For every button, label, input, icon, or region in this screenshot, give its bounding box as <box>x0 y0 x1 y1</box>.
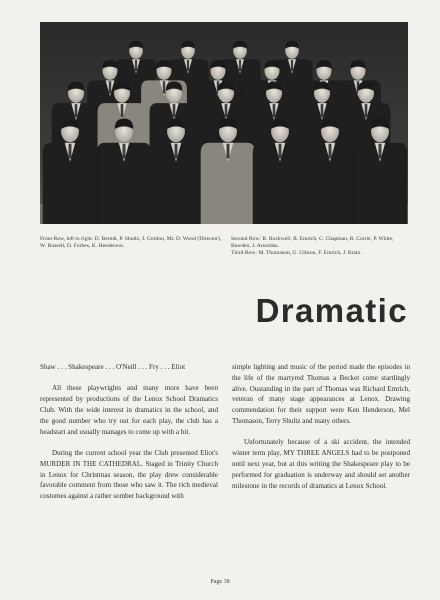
caption-third-row-text: Third Row: M. Thomason, G. Gibson, F. Emrich, J. Brain. <box>231 250 362 257</box>
person-tie <box>123 144 126 159</box>
person-tie <box>279 144 282 159</box>
person-tie <box>69 144 72 159</box>
person-tie <box>225 104 228 117</box>
body-column-left <box>40 362 218 513</box>
person-tie <box>187 60 189 71</box>
photo-caption-back-rows <box>231 236 411 258</box>
person-tie <box>329 144 332 159</box>
person-tie <box>379 144 382 159</box>
person-tie <box>75 104 78 117</box>
person-tie <box>227 144 230 159</box>
person-tie <box>273 104 276 117</box>
person-tie <box>291 60 293 71</box>
body-column-right <box>232 362 410 502</box>
body-paragraph: During the current school year the Club presented Eliot's MURDER IN THE CATHEDRAL. Staged in Trinity Church in Lenox for Christmas season, the play drew considerable favorable comment from those who saw it. The rich medieval costumes against a rather somber background with <box>40 448 218 501</box>
person-tie <box>109 81 111 93</box>
person-tie <box>173 104 176 117</box>
caption-front-row-text: Front Row, left to right: D. Berndt, P. Shultz, J. Gordon, Mr. D. Wood (Director), W. Russell, D. Forbes, K. Henderson. <box>40 236 222 250</box>
caption-second-row-text: Second Row: R. Rockwell, R. Emrich, C. Chapman, R. Currie, P. White, Bawden, J. Arnoldus. <box>231 236 394 250</box>
person-tie <box>121 104 124 117</box>
person-tie <box>365 104 368 117</box>
person-tie <box>135 60 137 71</box>
body-paragraph: Shaw . . . Shakespeare . . . O'Neill . . . Fry . . . Eliot <box>40 363 186 371</box>
group-photo <box>40 22 408 224</box>
photo-caption-front-row <box>40 236 224 250</box>
person-tie <box>239 60 241 71</box>
section-title: Dramatic <box>255 292 408 329</box>
body-paragraph: All these playwrights and many more have been represented by productions of the Lenox School Dramatics Club. With the wide interest in dramatics in the school, and the good number who try out for each play, the club has a headstart and usually manages to come up with a hit. <box>40 384 218 436</box>
body-paragraph: simple lighting and music of the period made the episodes in the life of the martyred Thomas a Becket come startlingly alive. Oustanding in the part of Thomas was Richard Emrich, veteran of many stage appearances at Lenox. Drawing commendation for their support were Ken Henderson, Mel Thomason, Terry Shultz and many others. <box>232 363 410 425</box>
body-paragraph: Unfortunately because of a ski accident, the intended winter term play, MY THREE ANGELS had to be postponed until next year, but at this writing the Shakespeare play to be performed for graduation is underway and should set another milestone in the records of dramatics at Lenox School. <box>232 438 410 490</box>
person-tie <box>175 144 178 159</box>
person-tie <box>321 104 324 117</box>
page-number: Page 38 <box>210 579 230 585</box>
person-tie <box>163 81 165 93</box>
group-photo-image <box>40 22 408 224</box>
